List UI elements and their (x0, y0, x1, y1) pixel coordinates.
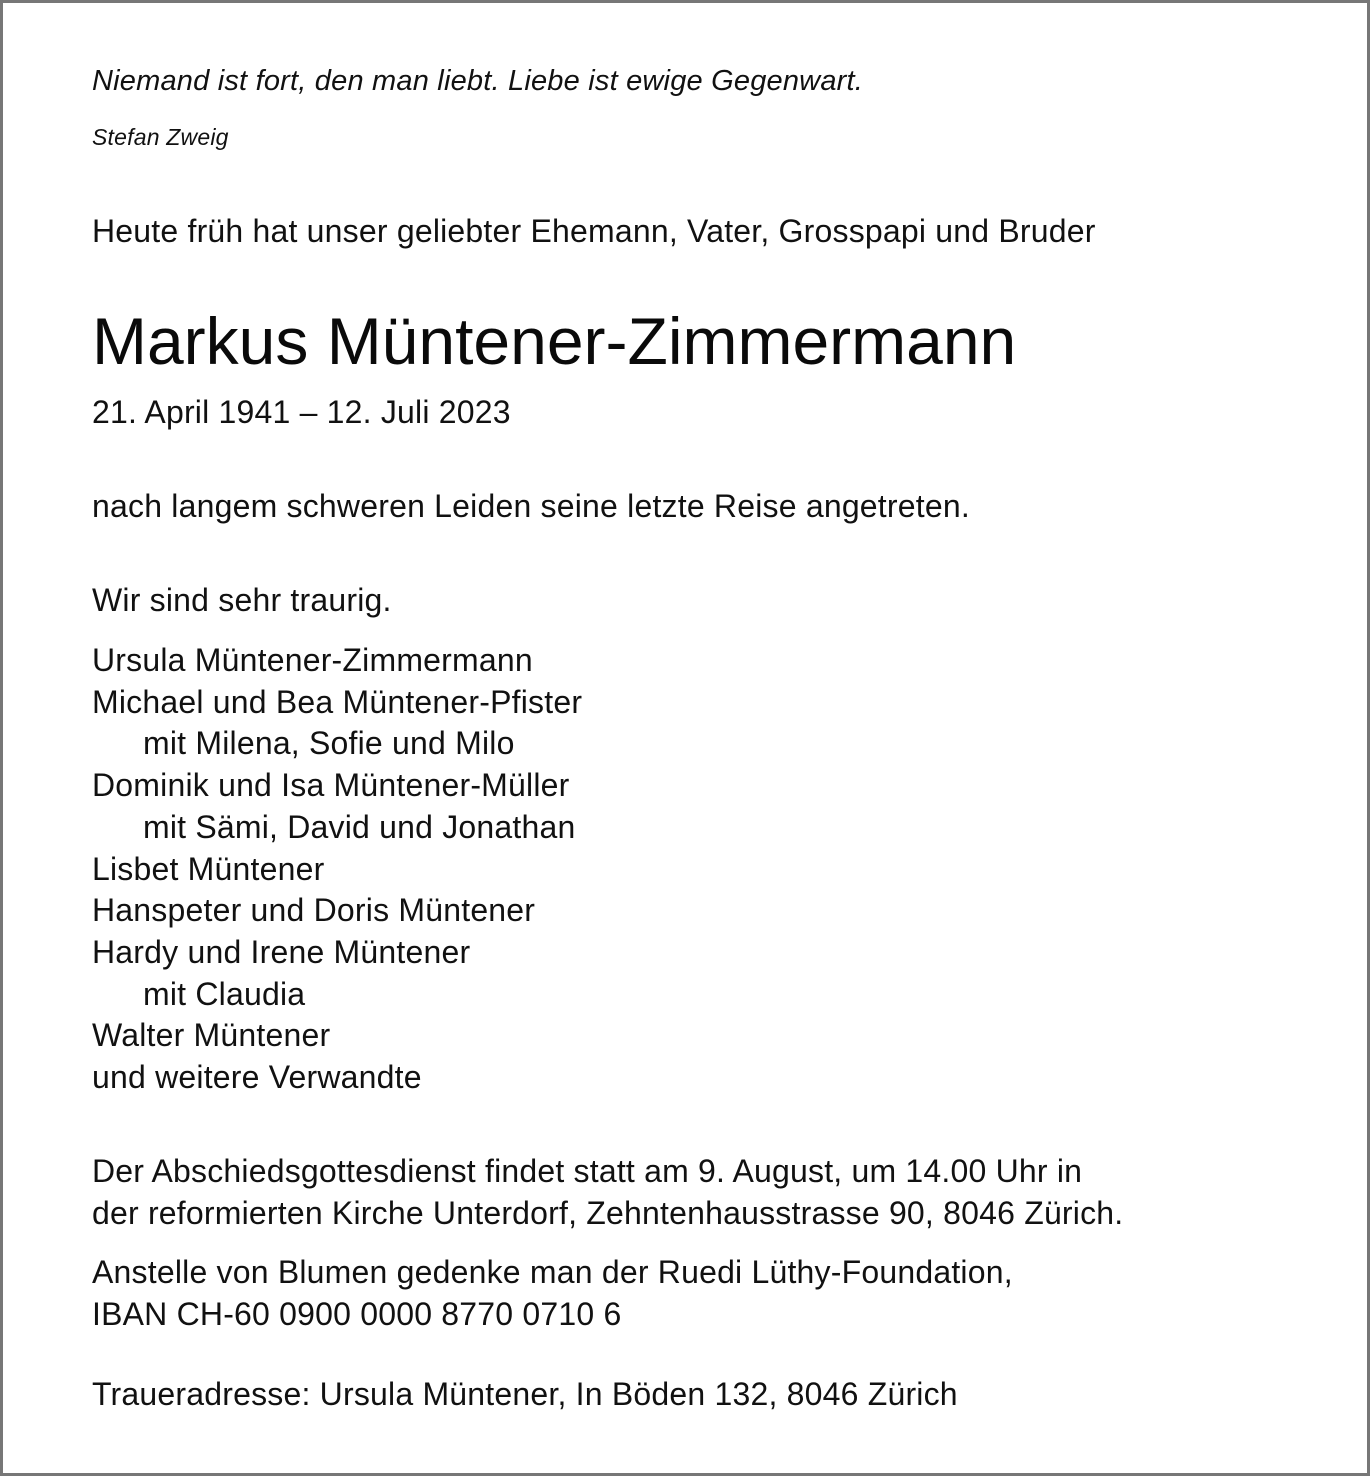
epigraph-author: Stefan Zweig (92, 124, 229, 150)
donation-info-line: Anstelle von Blumen gedenke man der Ruedi Lüthy-Foundation, (92, 1254, 1013, 1290)
mourners-list (92, 640, 582, 1099)
mourner-entry: mit Claudia (143, 975, 306, 1012)
mourner-entry: mit Milena, Sofie und Milo (143, 725, 515, 762)
mourner-entry: Lisbet Müntener (92, 850, 325, 887)
donation-info (92, 1251, 1013, 1335)
mourning-address: Traueradresse: Ursula Müntener, In Böden 132, 8046 Zürich (92, 1376, 958, 1412)
sentiment-text: Wir sind sehr traurig. (92, 582, 392, 618)
mourner-entry: Hardy und Irene Müntener (92, 933, 471, 970)
continuation-text: nach langem schweren Leiden seine letzte Reise angetreten. (92, 488, 970, 524)
intro-text: Heute früh hat unser geliebter Ehemann, Vater, Grosspapi und Bruder (92, 213, 1096, 249)
mourner-entry: Ursula Müntener-Zimmermann (92, 642, 533, 678)
deceased-name: Markus Müntener-Zimmermann (92, 304, 1017, 378)
donation-iban: IBAN CH-60 0900 0000 8770 0710 6 (92, 1296, 622, 1332)
life-dates: 21. April 1941 – 12. Juli 2023 (92, 394, 511, 430)
mourner-entry: Michael und Bea Müntener-Pfister (92, 683, 583, 720)
mourner-entry: Walter Müntener (92, 1017, 331, 1054)
mourner-entry: Hanspeter und Doris Müntener (92, 892, 536, 929)
mourner-entry: Dominik und Isa Müntener-Müller (92, 767, 570, 804)
service-info (92, 1150, 1123, 1234)
mourner-entry: mit Sämi, David und Jonathan (143, 808, 576, 845)
mourner-entry: und weitere Verwandte (92, 1059, 422, 1096)
epigraph-quote: Niemand ist fort, den man liebt. Liebe ist ewige Gegenwart. (92, 65, 864, 97)
service-info-line: Der Abschiedsgottesdienst findet statt am 9. August, um 14.00 Uhr in (92, 1153, 1083, 1189)
service-info-line: der reformierten Kirche Unterdorf, Zehntenhausstrasse 90, 8046 Zürich. (92, 1195, 1124, 1231)
